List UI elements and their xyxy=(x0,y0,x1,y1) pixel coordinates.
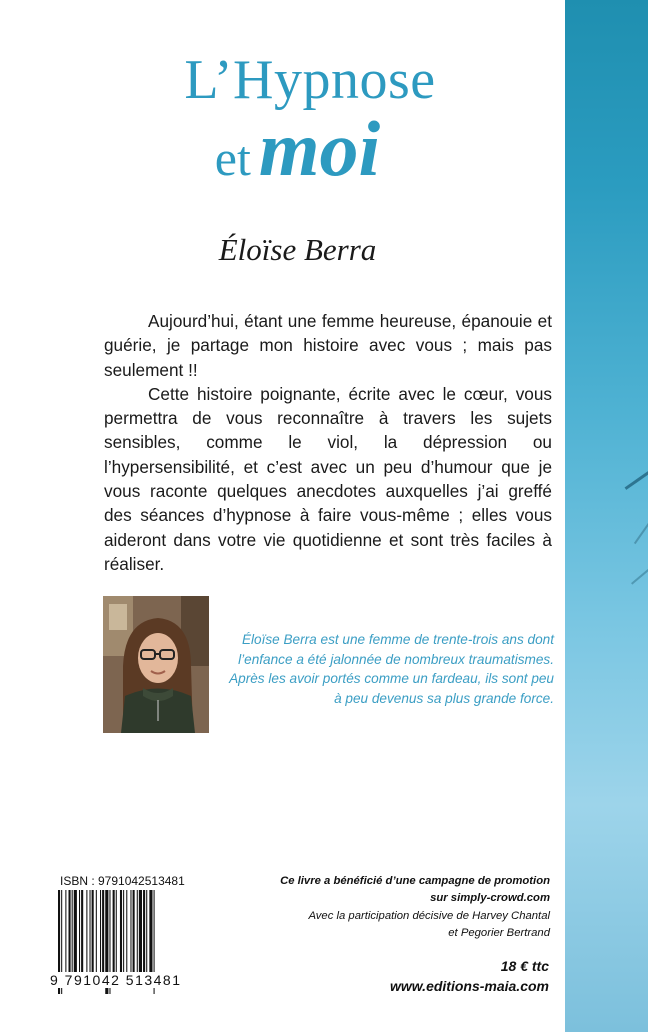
barcode-bar xyxy=(79,890,80,976)
title-word-moi: moi xyxy=(258,105,381,192)
barcode-bar xyxy=(123,890,124,976)
isbn-label: ISBN : 9791042513481 xyxy=(60,874,185,888)
barcode-bar xyxy=(113,890,115,976)
barcode-digits: 9 791042 513481 xyxy=(48,972,200,988)
barcode-bar xyxy=(149,890,152,976)
promo-line-4: et Pegorier Bertrand xyxy=(448,926,550,939)
barcode-bar xyxy=(92,890,94,976)
promo-line-3: Avec la participation décisive de Harvey Chantal xyxy=(308,910,550,922)
spine-streak xyxy=(634,498,648,544)
barcode-bar xyxy=(102,890,104,976)
price: 18 € ttc xyxy=(500,958,549,974)
barcode-bar xyxy=(137,890,138,976)
author-portrait-image xyxy=(103,596,209,733)
barcode-bar xyxy=(143,890,145,976)
promo-line-2: sur simply-crowd.com xyxy=(430,891,550,904)
barcode-bar xyxy=(72,890,73,976)
barcode-bar xyxy=(146,890,147,976)
publisher-website: www.editions-maia.com xyxy=(390,978,549,994)
spine-streak xyxy=(625,453,648,490)
barcode-bar xyxy=(139,890,142,976)
barcode-bar xyxy=(100,890,101,976)
barcode-bar xyxy=(120,890,122,976)
title-line-1: L’Hypnose xyxy=(184,49,436,111)
barcode-bar xyxy=(126,890,127,976)
barcode-bar xyxy=(90,890,91,976)
barcode-bar xyxy=(65,890,66,976)
barcode-bar xyxy=(116,890,117,976)
spine-band xyxy=(565,0,648,1032)
promotion-note xyxy=(280,873,550,941)
title-word-et: et xyxy=(214,130,251,186)
barcode-bar xyxy=(86,890,87,976)
blurb xyxy=(104,309,552,576)
blurb-paragraph-2: Cette histoire poignante, écrite avec le cœur, vous permettra de vous reconnaître à travers les sujets sensibles, comme le viol, la dépression ou l’hypersensibilité, et c’est avec un peu d’humour que je vous raconte quelques anecdotes auxquelles j’ai greffé des séances d’hypnose à faire vous-même ; elles vous aideront dans votre vie quotidienne et sont très faciles à réaliser. xyxy=(104,383,552,574)
spine-streak xyxy=(631,557,648,584)
book-title xyxy=(0,48,565,193)
barcode-bar xyxy=(133,890,135,976)
author-bio: Éloïse Berra est une femme de trente-trois ans dont l’enfance a été jalonnée de nombreux traumatismes. Après les avoir portés comme un fardeau, ils sont peu à peu devenus sa plus grande force. xyxy=(229,632,554,706)
barcode-bar xyxy=(130,890,131,976)
blurb-paragraph-1: Aujourd’hui, étant une femme heureuse, épanouie et guérie, je partage mon histoire avec vous ; mais pas seulement !! xyxy=(104,311,552,380)
barcode-bar xyxy=(81,890,83,976)
barcode-bar xyxy=(74,890,77,976)
author-photo xyxy=(103,596,209,733)
promo-line-1: Ce livre a bénéficié d’une campagne de promotion xyxy=(280,875,550,887)
author-name: Éloïse Berra xyxy=(218,232,377,267)
title-line-2 xyxy=(0,105,565,193)
barcode-bar xyxy=(96,890,97,976)
barcode-bar xyxy=(69,890,71,976)
